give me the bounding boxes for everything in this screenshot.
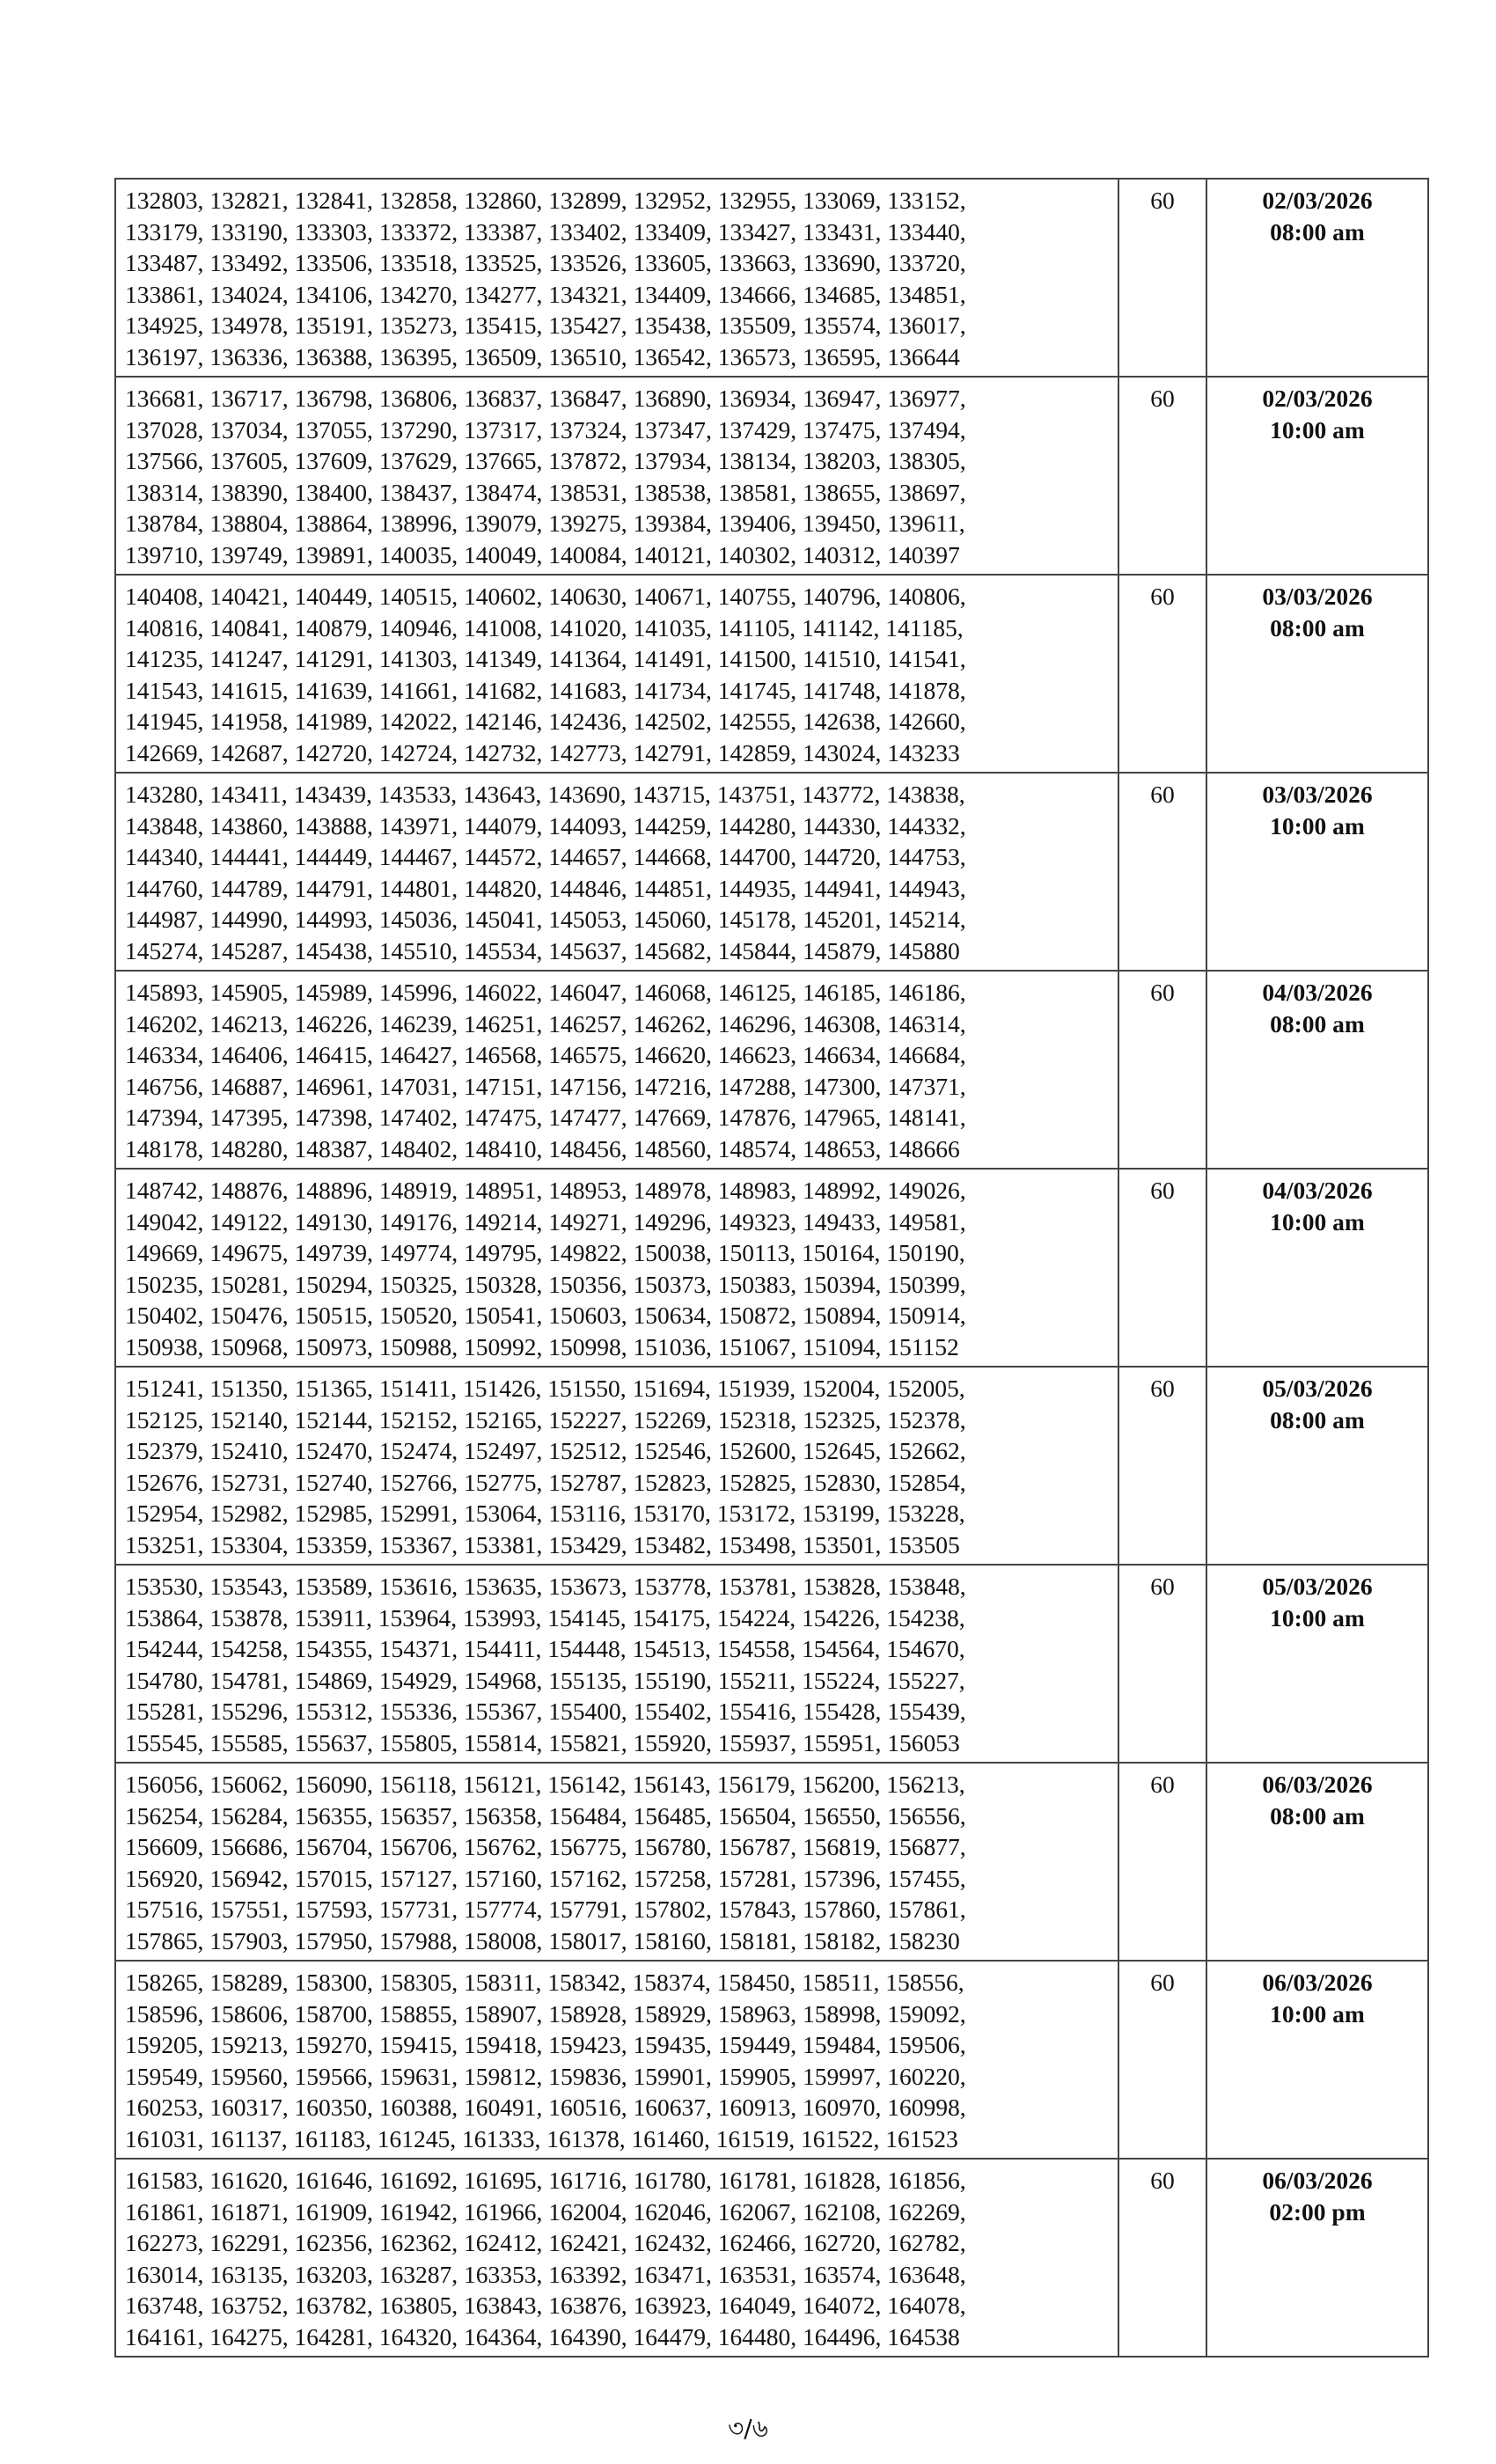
exam-time: 08:00 am: [1270, 1405, 1365, 1434]
roll-numbers-line: 141945, 141958, 141989, 142022, 142146, 142436, 142502, 142555, 142638, 142660,: [125, 708, 966, 735]
table-row: [115, 1169, 1428, 1367]
roll-numbers-line: 157516, 157551, 157593, 157731, 157774, 157791, 157802, 157843, 157860, 157861,: [125, 1896, 966, 1923]
roll-numbers-line: 162273, 162291, 162356, 162362, 162412, 162421, 162432, 162466, 162720, 162782,: [125, 2229, 966, 2256]
table-row: [115, 2159, 1428, 2357]
exam-datetime-cell: [1206, 1961, 1428, 2159]
exam-date: 06/03/2026: [1262, 1771, 1373, 1798]
exam-date: 03/03/2026: [1262, 781, 1373, 808]
table-row: [115, 377, 1428, 575]
roll-numbers-line: 152954, 152982, 152985, 152991, 153064, 153116, 153170, 153172, 153199, 153228,: [125, 1500, 965, 1527]
roll-numbers-line: 134925, 134978, 135191, 135273, 135415, 135427, 135438, 135509, 135574, 136017,: [125, 312, 966, 339]
exam-date: 05/03/2026: [1262, 1375, 1373, 1402]
roll-numbers-line: 144987, 144990, 144993, 145036, 145041, 145053, 145060, 145178, 145201, 145214,: [125, 906, 966, 933]
roll-numbers-line: 159205, 159213, 159270, 159415, 159418, 159423, 159435, 159449, 159484, 159506,: [125, 2031, 966, 2058]
roll-numbers-line: 137566, 137605, 137609, 137629, 137665, 137872, 137934, 138134, 138203, 138305,: [125, 447, 966, 474]
roll-numbers-line: 140408, 140421, 140449, 140515, 140602, 140630, 140671, 140755, 140796, 140806,: [125, 583, 966, 610]
roll-numbers-line: 164161, 164275, 164281, 164320, 164364, 164390, 164479, 164480, 164496, 164538: [125, 2322, 960, 2350]
table-row: [115, 1763, 1428, 1961]
exam-datetime-cell: [1206, 179, 1428, 377]
roll-numbers-line: 144340, 144441, 144449, 144467, 144572, 144657, 144668, 144700, 144720, 144753,: [125, 843, 966, 870]
roll-numbers-line: 147394, 147395, 147398, 147402, 147475, 147477, 147669, 147876, 147965, 148141,: [125, 1104, 966, 1131]
exam-time: 10:00 am: [1270, 1999, 1365, 2028]
candidate-count: 60: [1118, 377, 1206, 575]
page-number: ৩/৬: [728, 2414, 768, 2443]
roll-numbers-line: 160253, 160317, 160350, 160388, 160491, 160516, 160637, 160913, 160970, 160998,: [125, 2094, 966, 2121]
roll-numbers-line: 145274, 145287, 145438, 145510, 145534, 145637, 145682, 145844, 145879, 145880: [125, 936, 960, 964]
roll-numbers-line: 136681, 136717, 136798, 136806, 136837, 136847, 136890, 136934, 136947, 136977,: [125, 385, 966, 412]
roll-numbers-line: 154780, 154781, 154869, 154929, 154968, 155135, 155190, 155211, 155224, 155227,: [125, 1666, 965, 1694]
roll-numbers-line: 161861, 161871, 161909, 161942, 161966, 162004, 162046, 162067, 162108, 162269,: [125, 2197, 966, 2226]
roll-numbers-line: 150938, 150968, 150973, 150988, 150992, 150998, 151036, 151067, 151094, 151152: [125, 1332, 959, 1360]
roll-numbers-line: 146756, 146887, 146961, 147031, 147151, 147156, 147216, 147288, 147300, 147371,: [125, 1072, 966, 1100]
exam-datetime-cell: [1206, 1763, 1428, 1961]
roll-numbers-line: 163748, 163752, 163782, 163805, 163843, 163876, 163923, 164049, 164072, 164078,: [125, 2292, 966, 2319]
exam-date: 02/03/2026: [1262, 385, 1373, 412]
roll-numbers-line: 155281, 155296, 155312, 155336, 155367, 155400, 155402, 155416, 155428, 155439,: [125, 1698, 966, 1725]
exam-datetime-cell: [1206, 971, 1428, 1169]
roll-numbers-line: 141543, 141615, 141639, 141661, 141682, 141683, 141734, 141745, 141748, 141878,: [125, 676, 966, 704]
exam-time: 08:00 am: [1270, 217, 1365, 246]
roll-numbers-cell: [115, 377, 1118, 575]
exam-time: 08:00 am: [1270, 613, 1365, 642]
roll-numbers-line: 146334, 146406, 146415, 146427, 146568, 146575, 146620, 146623, 146634, 146684,: [125, 1041, 966, 1068]
roll-numbers-line: 146202, 146213, 146226, 146239, 146251, 146257, 146262, 146296, 146308, 146314,: [125, 1009, 966, 1038]
roll-numbers-line: 156609, 156686, 156704, 156706, 156762, 156775, 156780, 156787, 156819, 156877,: [125, 1833, 966, 1860]
candidate-count: 60: [1118, 1367, 1206, 1565]
roll-numbers-line: 163014, 163135, 163203, 163287, 163353, 163392, 163471, 163531, 163574, 163648,: [125, 2260, 966, 2288]
roll-numbers-line: 148742, 148876, 148896, 148919, 148951, 148953, 148978, 148983, 148992, 149026,: [125, 1177, 966, 1204]
candidate-count: 60: [1118, 971, 1206, 1169]
exam-time: 10:00 am: [1270, 415, 1365, 444]
roll-numbers-line: 153864, 153878, 153911, 153964, 153993, 154145, 154175, 154224, 154226, 154238,: [125, 1603, 965, 1632]
exam-datetime-cell: [1206, 1367, 1428, 1565]
table-row: [115, 971, 1428, 1169]
roll-numbers-line: 156254, 156284, 156355, 156357, 156358, 156484, 156485, 156504, 156550, 156556,: [125, 1801, 966, 1830]
candidate-count: 60: [1118, 2159, 1206, 2357]
exam-time: 10:00 am: [1270, 1603, 1365, 1632]
roll-numbers-line: 161031, 161137, 161183, 161245, 161333, 161378, 161460, 161519, 161522, 161523: [125, 2124, 958, 2152]
candidate-count: 60: [1118, 1169, 1206, 1367]
roll-numbers-line: 152379, 152410, 152470, 152474, 152497, 152512, 152546, 152600, 152645, 152662,: [125, 1437, 966, 1464]
roll-numbers-cell: [115, 773, 1118, 971]
exam-datetime-cell: [1206, 575, 1428, 773]
roll-numbers-line: 150402, 150476, 150515, 150520, 150541, 150603, 150634, 150872, 150894, 150914,: [125, 1302, 966, 1329]
roll-numbers-cell: [115, 2159, 1118, 2357]
candidate-count: 60: [1118, 575, 1206, 773]
roll-numbers-line: 141235, 141247, 141291, 141303, 141349, 141364, 141491, 141500, 141510, 141541,: [125, 645, 966, 672]
roll-numbers-line: 143848, 143860, 143888, 143971, 144079, 144093, 144259, 144280, 144330, 144332,: [125, 811, 966, 840]
table-row: [115, 179, 1428, 377]
roll-numbers-line: 138314, 138390, 138400, 138437, 138474, 138531, 138538, 138581, 138655, 138697,: [125, 478, 966, 506]
roll-numbers-line: 133861, 134024, 134106, 134270, 134277, 134321, 134409, 134666, 134685, 134851,: [125, 280, 966, 308]
schedule-table: [114, 178, 1429, 2358]
exam-time: 08:00 am: [1270, 1009, 1365, 1038]
roll-numbers-cell: [115, 1169, 1118, 1367]
roll-numbers-line: 145893, 145905, 145989, 145996, 146022, 146047, 146068, 146125, 146185, 146186,: [125, 979, 966, 1006]
roll-numbers-line: 153251, 153304, 153359, 153367, 153381, 153429, 153482, 153498, 153501, 153505: [125, 1530, 960, 1558]
roll-numbers-line: 158596, 158606, 158700, 158855, 158907, 158928, 158929, 158963, 158998, 159092,: [125, 1999, 966, 2028]
roll-numbers-line: 155545, 155585, 155637, 155805, 155814, 155821, 155920, 155937, 155951, 156053: [125, 1728, 960, 1756]
exam-datetime-cell: [1206, 773, 1428, 971]
schedule-table-body: [115, 179, 1428, 2357]
exam-datetime-cell: [1206, 377, 1428, 575]
roll-numbers-cell: [115, 1763, 1118, 1961]
candidate-count: 60: [1118, 1763, 1206, 1961]
candidate-count: 60: [1118, 1961, 1206, 2159]
exam-datetime-cell: [1206, 2159, 1428, 2357]
roll-numbers-line: 157865, 157903, 157950, 157988, 158008, 158017, 158160, 158181, 158182, 158230: [125, 1926, 960, 1954]
roll-numbers-line: 152125, 152140, 152144, 152152, 152165, 152227, 152269, 152318, 152325, 152378,: [125, 1405, 966, 1434]
roll-numbers-line: 136197, 136336, 136388, 136395, 136509, 136510, 136542, 136573, 136595, 136644: [125, 342, 960, 370]
roll-numbers-line: 152676, 152731, 152740, 152766, 152775, 152787, 152823, 152825, 152830, 152854,: [125, 1468, 966, 1496]
roll-numbers-line: 143280, 143411, 143439, 143533, 143643, 143690, 143715, 143751, 143772, 143838,: [125, 781, 965, 808]
exam-date: 04/03/2026: [1262, 1177, 1373, 1204]
roll-numbers-line: 137028, 137034, 137055, 137290, 137317, 137324, 137347, 137429, 137475, 137494,: [125, 415, 966, 444]
candidate-count: 60: [1118, 773, 1206, 971]
roll-numbers-line: 159549, 159560, 159566, 159631, 159812, 159836, 159901, 159905, 159997, 160220,: [125, 2062, 966, 2090]
exam-date: 03/03/2026: [1262, 583, 1373, 610]
exam-time: 02:00 pm: [1269, 2197, 1366, 2226]
roll-numbers-line: 153530, 153543, 153589, 153616, 153635, 153673, 153778, 153781, 153828, 153848,: [125, 1573, 966, 1600]
roll-numbers-line: 149669, 149675, 149739, 149774, 149795, 149822, 150038, 150113, 150164, 150190,: [125, 1239, 965, 1266]
roll-numbers-line: 161583, 161620, 161646, 161692, 161695, 161716, 161780, 161781, 161828, 161856,: [125, 2167, 966, 2194]
exam-date: 04/03/2026: [1262, 979, 1373, 1006]
exam-time: 10:00 am: [1270, 1207, 1365, 1236]
roll-numbers-line: 151241, 151350, 151365, 151411, 151426, 151550, 151694, 151939, 152004, 152005,: [125, 1375, 965, 1402]
roll-numbers-line: 133179, 133190, 133303, 133372, 133387, 133402, 133409, 133427, 133431, 133440,: [125, 217, 966, 246]
exam-date: 05/03/2026: [1262, 1573, 1373, 1600]
roll-numbers-cell: [115, 1367, 1118, 1565]
roll-numbers-line: 140816, 140841, 140879, 140946, 141008, 141020, 141035, 141105, 141142, 141185,: [125, 613, 964, 642]
exam-date: 06/03/2026: [1262, 1969, 1373, 1996]
roll-numbers-line: 150235, 150281, 150294, 150325, 150328, 150356, 150373, 150383, 150394, 150399,: [125, 1270, 966, 1298]
roll-numbers-line: 138784, 138804, 138864, 138996, 139079, 139275, 139384, 139406, 139450, 139611,: [125, 510, 965, 537]
candidate-count: 60: [1118, 179, 1206, 377]
roll-numbers-line: 149042, 149122, 149130, 149176, 149214, 149271, 149296, 149323, 149433, 149581,: [125, 1207, 966, 1236]
table-row: [115, 1367, 1428, 1565]
roll-numbers-line: 133487, 133492, 133506, 133518, 133525, 133526, 133605, 133663, 133690, 133720,: [125, 249, 966, 276]
table-row: [115, 575, 1428, 773]
roll-numbers-cell: [115, 971, 1118, 1169]
roll-numbers-cell: [115, 1565, 1118, 1763]
roll-numbers-line: 154244, 154258, 154355, 154371, 154411, 154448, 154513, 154558, 154564, 154670,: [125, 1635, 965, 1662]
roll-numbers-line: 156920, 156942, 157015, 157127, 157160, 157162, 157258, 157281, 157396, 157455,: [125, 1864, 966, 1892]
roll-numbers-line: 142669, 142687, 142720, 142724, 142732, 142773, 142791, 142859, 143024, 143233: [125, 738, 960, 766]
roll-numbers-line: 158265, 158289, 158300, 158305, 158311, 158342, 158374, 158450, 158511, 158556,: [125, 1969, 964, 1996]
exam-time: 08:00 am: [1270, 1801, 1365, 1830]
table-row: [115, 1961, 1428, 2159]
exam-date: 06/03/2026: [1262, 2167, 1373, 2194]
exam-datetime-cell: [1206, 1565, 1428, 1763]
exam-datetime-cell: [1206, 1169, 1428, 1367]
table-row: [115, 1565, 1428, 1763]
roll-numbers-line: 148178, 148280, 148387, 148402, 148410, 148456, 148560, 148574, 148653, 148666: [125, 1134, 960, 1162]
roll-numbers-cell: [115, 575, 1118, 773]
roll-numbers-cell: [115, 1961, 1118, 2159]
roll-numbers-line: 144760, 144789, 144791, 144801, 144820, 144846, 144851, 144935, 144941, 144943,: [125, 874, 966, 902]
candidate-count: 60: [1118, 1565, 1206, 1763]
roll-numbers-line: 132803, 132821, 132841, 132858, 132860, 132899, 132952, 132955, 133069, 133152,: [125, 187, 966, 214]
roll-numbers-line: 139710, 139749, 139891, 140035, 140049, 140084, 140121, 140302, 140312, 140397: [125, 540, 960, 568]
roll-numbers-line: 156056, 156062, 156090, 156118, 156121, 156142, 156143, 156179, 156200, 156213,: [125, 1771, 965, 1798]
roll-numbers-cell: [115, 179, 1118, 377]
table-row: [115, 773, 1428, 971]
exam-time: 10:00 am: [1270, 811, 1365, 840]
exam-date: 02/03/2026: [1262, 187, 1373, 214]
